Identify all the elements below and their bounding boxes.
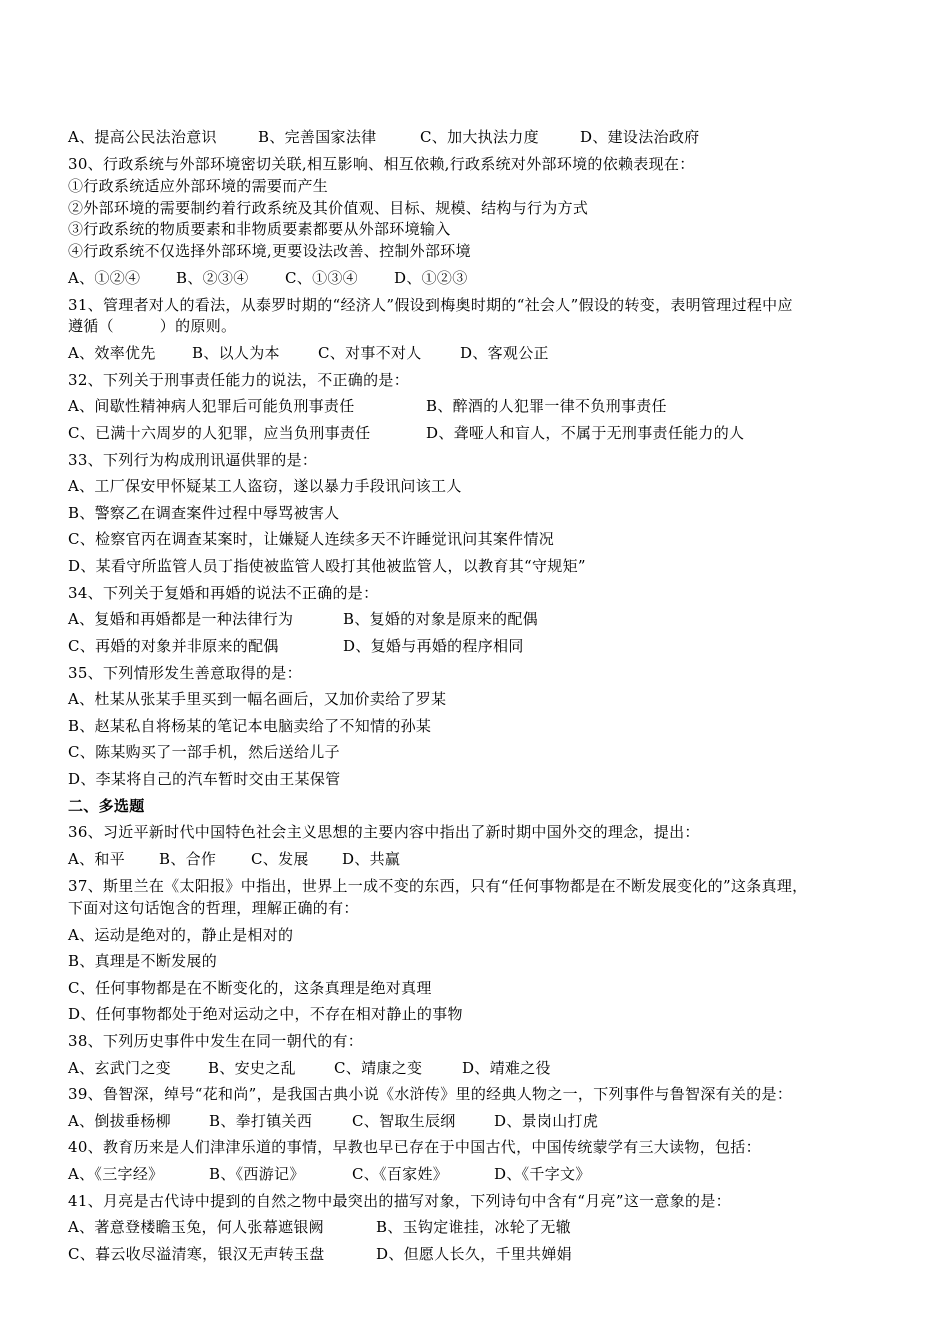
q36-option-c: C、发展 xyxy=(251,850,309,868)
q41-option-d: D、但愿人长久，千里共婵娟 xyxy=(376,1245,572,1263)
q41-option-b: B、玉钩定谁挂，冰轮了无辙 xyxy=(376,1218,571,1236)
q29-option-b: B、完善国家法律 xyxy=(258,128,377,146)
q39-option-d: D、景岗山打虎 xyxy=(494,1112,599,1130)
q38-option-c: C、靖康之变 xyxy=(334,1059,423,1077)
q32-option-a: A、间歇性精神病人犯罪后可能负刑事责任 xyxy=(68,397,355,415)
q33-option-d: D、某看守所监管人员丁指使被监管人殴打其他被监管人，以教育其“守规矩” xyxy=(68,557,586,575)
q32-option-d: D、聋哑人和盲人，不属于无刑事责任能力的人 xyxy=(426,424,745,442)
q33-stem: 33、下列行为构成刑讯逼供罪的是： xyxy=(68,451,318,469)
q30-option-a: A、①②④ xyxy=(68,269,141,287)
q30-option-d: D、①②③ xyxy=(394,269,468,287)
q38-option-a: A、玄武门之变 xyxy=(68,1059,171,1077)
q30-item-4: ④行政系统不仅选择外部环境,更要设法改善、控制外部环境 xyxy=(68,242,471,260)
q31-option-c: C、对事不对人 xyxy=(318,344,422,362)
q30-item-2: ②外部环境的需要制约着行政系统及其价值观、目标、规模、结构与行为方式 xyxy=(68,199,589,217)
q41-stem: 41、月亮是古代诗中提到的自然之物中最突出的描写对象，下列诗句中含有“月亮”这一意象的是： xyxy=(68,1192,731,1210)
q31-stem-line-1: 31、管理者对人的看法，从泰罗时期的“经济人”假设到梅奥时期的“社会人”假设的转变，表明管理过程中应 xyxy=(68,296,793,314)
q36-option-b: B、合作 xyxy=(159,850,217,868)
q39-option-a: A、倒拔垂杨柳 xyxy=(68,1112,171,1130)
q41-option-a: A、著意登楼瞻玉兔，何人张幕遮银阙 xyxy=(68,1218,324,1236)
q32-option-c: C、已满十六周岁的人犯罪，应当负刑事责任 xyxy=(68,424,371,442)
q37-stem-line-1: 37、斯里兰在《太阳报》中指出，世界上一成不变的东西，只有“任何事物都是在不断发展变化的”这条真理， xyxy=(68,877,808,895)
q40-option-c: C、《百家姓》 xyxy=(352,1165,449,1183)
q29-option-a: A、提高公民法治意识 xyxy=(68,128,217,146)
q39-option-b: B、拳打镇关西 xyxy=(209,1112,313,1130)
q34-option-d: D、复婚与再婚的程序相同 xyxy=(343,637,524,655)
q35-option-d: D、李某将自己的汽车暂时交由王某保管 xyxy=(68,770,341,788)
q29-option-c: C、加大执法力度 xyxy=(420,128,539,146)
q34-stem: 34、下列关于复婚和再婚的说法不正确的是： xyxy=(68,584,379,602)
q33-option-b: B、警察乙在调查案件过程中辱骂被害人 xyxy=(68,504,340,522)
section-title-multiple-choice: 二、多选题 xyxy=(68,797,145,815)
q41-option-c: C、暮云收尽溢清寒，银汉无声转玉盘 xyxy=(68,1245,325,1263)
q35-option-a: A、杜某从张某手里买到一幅名画后，又加价卖给了罗某 xyxy=(68,690,447,708)
q38-stem: 38、下列历史事件中发生在同一朝代的有： xyxy=(68,1032,364,1050)
q40-option-b: B、《西游记》 xyxy=(209,1165,305,1183)
q32-option-b: B、醉酒的人犯罪一律不负刑事责任 xyxy=(426,397,667,415)
q37-option-a: A、运动是绝对的，静止是相对的 xyxy=(68,926,294,944)
q36-option-a: A、和平 xyxy=(68,850,126,868)
q30-item-1: ①行政系统适应外部环境的需要而产生 xyxy=(68,177,329,195)
q30-option-b: B、②③④ xyxy=(176,269,249,287)
q35-option-b: B、赵某私自将杨某的笔记本电脑卖给了不知情的孙某 xyxy=(68,717,432,735)
q35-option-c: C、陈某购买了一部手机，然后送给儿子 xyxy=(68,743,340,761)
q39-stem: 39、鲁智深，绰号“花和尚”，是我国古典小说《水浒传》里的经典人物之一，下列事件与鲁智深有关的是： xyxy=(68,1085,793,1103)
q38-option-d: D、靖难之役 xyxy=(462,1059,551,1077)
q36-option-d: D、共赢 xyxy=(342,850,401,868)
q40-option-d: D、《千字文》 xyxy=(494,1165,591,1183)
q37-option-d: D、任何事物都处于绝对运动之中，不存在相对静止的事物 xyxy=(68,1005,463,1023)
q31-option-b: B、以人为本 xyxy=(192,344,280,362)
q38-option-b: B、安史之乱 xyxy=(208,1059,296,1077)
q30-option-c: C、①③④ xyxy=(285,269,358,287)
q35-stem: 35、下列情形发生善意取得的是： xyxy=(68,664,302,682)
q31-option-d: D、客观公正 xyxy=(460,344,549,362)
q40-stem: 40、教育历来是人们津津乐道的事情，早教也早已存在于中国古代，中国传统蒙学有三大读物，包括： xyxy=(68,1138,761,1156)
q39-option-c: C、智取生辰纲 xyxy=(352,1112,456,1130)
q33-option-a: A、工厂保安甲怀疑某工人盗窃，遂以暴力手段讯问该工人 xyxy=(68,477,462,495)
q36-stem: 36、习近平新时代中国特色社会主义思想的主要内容中指出了新时期中国外交的理念，提出： xyxy=(68,823,700,841)
q37-stem-line-2: 下面对这句话饱含的哲理，理解正确的有： xyxy=(68,899,359,917)
q33-option-c: C、检察官丙在调查某案时，让嫌疑人连续多天不许睡觉讯问其案件情况 xyxy=(68,530,555,548)
q32-stem: 32、下列关于刑事责任能力的说法，不正确的是： xyxy=(68,371,409,389)
q37-option-b: B、真理是不断发展的 xyxy=(68,952,218,970)
q37-option-c: C、任何事物都是在不断变化的，这条真理是绝对真理 xyxy=(68,979,432,997)
q34-option-b: B、复婚的对象是原来的配偶 xyxy=(343,610,538,628)
q31-stem-line-2: 遵循（ ）的原则。 xyxy=(68,317,237,335)
q30-stem: 30、行政系统与外部环境密切关联,相互影响、相互依赖,行政系统对外部环境的依赖表现在： xyxy=(68,155,695,173)
q34-option-c: C、再婚的对象并非原来的配偶 xyxy=(68,637,279,655)
q30-item-3: ③行政系统的物质要素和非物质要素都要从外部环境输入 xyxy=(68,220,451,238)
q29-option-d: D、建设法治政府 xyxy=(580,128,700,146)
q34-option-a: A、复婚和再婚都是一种法律行为 xyxy=(68,610,294,628)
q40-option-a: A、《三字经》 xyxy=(68,1165,164,1183)
q31-option-a: A、效率优先 xyxy=(68,344,156,362)
